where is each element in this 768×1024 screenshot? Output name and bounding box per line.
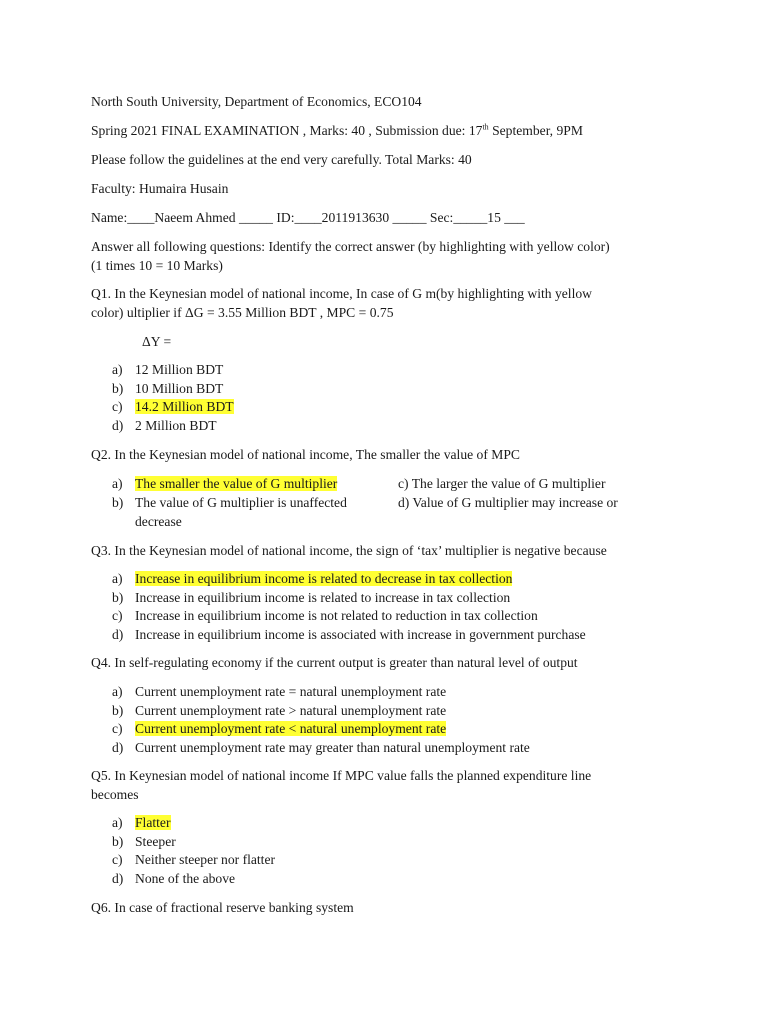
option-marker: d) — [112, 417, 124, 433]
option-text: 10 Million BDT — [135, 380, 224, 396]
option-text: 12 Million BDT — [135, 362, 224, 377]
q4-option-d[interactable] — [112, 738, 530, 757]
q3-stem: Q3. In the Keynesian model of national income, the sign of ‘tax’ multiplier is negative because — [91, 543, 607, 558]
option-text: Increase in equilibrium income is related to increase in tax collection — [135, 589, 511, 605]
q5-option-d[interactable] — [112, 869, 235, 888]
option-marker: d) — [112, 870, 124, 886]
q1-stem-line-2: color) ultiplier if ΔG = 3.55 Million BDT , MPC = 0.75 — [91, 305, 394, 320]
option-text-highlighted: Current unemployment rate < natural unemployment rate — [135, 721, 447, 736]
option-text: Increase in equilibrium income is not related to reduction in tax collection — [135, 608, 538, 623]
q3-option-a[interactable] — [112, 569, 512, 588]
q4-option-b[interactable] — [112, 701, 446, 720]
option-marker: b) — [112, 589, 124, 605]
q2-option-d-continued: decrease — [135, 514, 182, 529]
q3-option-d[interactable] — [112, 625, 586, 644]
q3-option-b[interactable] — [112, 588, 510, 607]
option-text-highlighted: Flatter — [135, 815, 171, 830]
q4-option-a[interactable] — [112, 682, 446, 701]
option-marker: c) — [112, 721, 123, 736]
instructions-line-2: (1 times 10 = 10 Marks) — [91, 258, 223, 273]
option-marker: a) — [112, 476, 123, 491]
faculty-line: Faculty: Humaira Husain — [91, 181, 229, 196]
q4-option-c[interactable] — [112, 719, 446, 738]
q5-stem-line-2: becomes — [91, 787, 139, 802]
q1-stem-line-1: Q1. In the Keynesian model of national income, In case of G m(by highlighting with yellow — [91, 286, 592, 301]
option-marker: a) — [112, 362, 123, 377]
q1-option-d[interactable] — [112, 416, 217, 435]
option-marker: c) — [112, 608, 123, 623]
exam-line-tail: September, 9PM — [488, 123, 583, 138]
option-marker: a) — [112, 684, 123, 699]
option-text: Current unemployment rate > natural unemployment rate — [135, 702, 447, 718]
option-text-highlighted: The smaller the value of G multiplier — [135, 476, 338, 491]
option-text-highlighted: 14.2 Million BDT — [135, 399, 234, 414]
q4-stem: Q4. In self-regulating economy if the current output is greater than natural level of output — [91, 655, 578, 670]
option-text: Neither steeper nor flatter — [135, 852, 276, 867]
guidelines-line: Please follow the guidelines at the end very carefully. Total Marks: 40 — [91, 152, 472, 167]
date-suffix: th — [482, 122, 489, 132]
q2-stem: Q2. In the Keynesian model of national income, The smaller the value of MPC — [91, 447, 520, 462]
q2-option-b[interactable] — [112, 493, 347, 512]
q1-option-a[interactable] — [112, 360, 223, 379]
option-text-highlighted: Increase in equilibrium income is related to decrease in tax collection — [135, 571, 513, 586]
option-marker: d) — [112, 739, 124, 755]
option-marker: b) — [112, 833, 124, 849]
option-text: Steeper — [135, 833, 176, 849]
option-text: Increase in equilibrium income is associated with increase in government purchase — [135, 626, 586, 642]
q2-option-c[interactable]: c) The larger the value of G multiplier — [398, 476, 606, 491]
student-info-line: Name:____Naeem Ahmed _____ ID:____2011913630 _____ Sec:_____15 ___ — [91, 210, 525, 225]
option-marker: a) — [112, 815, 123, 830]
q2-option-d[interactable]: d) Value of G multiplier may increase or — [398, 495, 618, 510]
q1-delta-y: ΔY = — [142, 334, 172, 349]
q6-stem: Q6. In case of fractional reserve banking system — [91, 900, 354, 915]
q5-option-a[interactable] — [112, 813, 171, 832]
q5-option-b[interactable] — [112, 832, 176, 851]
option-text: None of the above — [135, 870, 236, 886]
instructions-line-1: Answer all following questions: Identify the correct answer (by highlighting with yellow color) — [91, 239, 610, 254]
q1-option-c[interactable] — [112, 397, 234, 416]
option-marker: b) — [112, 702, 124, 718]
option-marker: d) — [112, 626, 124, 642]
university-line: North South University, Department of Economics, ECO104 — [91, 94, 422, 109]
option-text: Current unemployment rate may greater than natural unemployment rate — [135, 739, 530, 755]
option-marker: c) — [112, 399, 123, 414]
option-marker: b) — [112, 495, 124, 510]
q3-option-c[interactable] — [112, 606, 538, 625]
option-marker: a) — [112, 571, 123, 586]
option-marker: c) — [112, 852, 123, 867]
exam-line-text: Spring 2021 FINAL EXAMINATION , Marks: 40 , Submission due: 17 — [91, 123, 483, 138]
q5-option-c[interactable] — [112, 850, 275, 869]
exam-line — [91, 121, 583, 140]
q5-stem-line-1: Q5. In Keynesian model of national income If MPC value falls the planned expenditure line — [91, 768, 592, 783]
option-text: The value of G multiplier is unaffected — [135, 495, 347, 510]
option-text: Current unemployment rate = natural unemployment rate — [135, 684, 447, 699]
q1-option-b[interactable] — [112, 379, 223, 398]
option-text: 2 Million BDT — [135, 417, 217, 433]
q2-option-a[interactable] — [112, 474, 337, 493]
option-marker: b) — [112, 380, 124, 396]
